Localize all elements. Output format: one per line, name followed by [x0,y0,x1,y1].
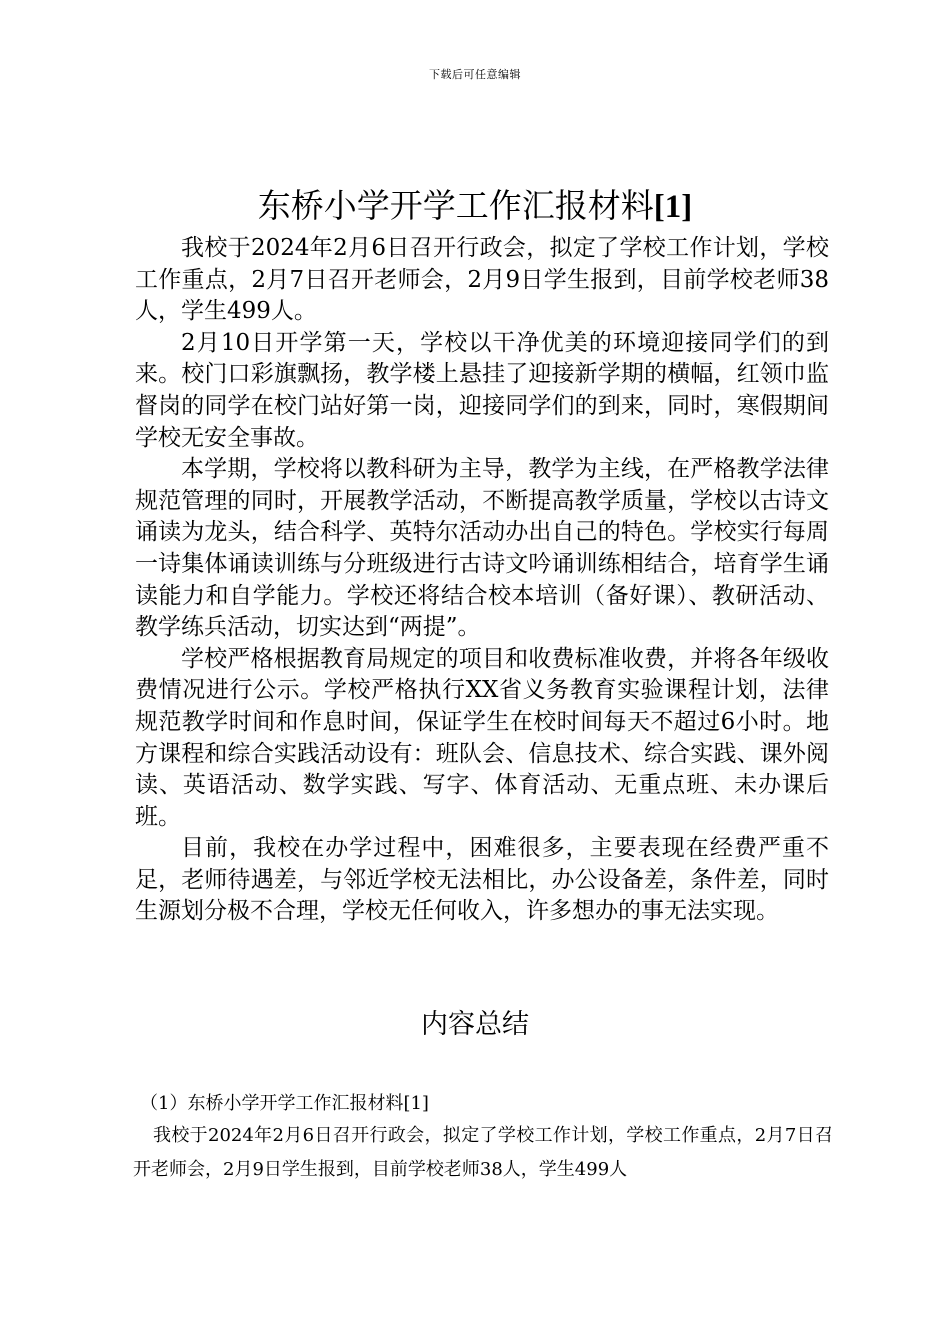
document-title-main: 东桥小学开学工作汇报材料 [257,186,654,225]
document-title [0,184,950,229]
summary-item-title: （1）东桥小学开学工作汇报材料[1] [140,1093,429,1114]
body-paragraph: 学校严格根据教育局规定的项目和收费标准收费，并将各年级收费情况进行公示。学校严格执行XX省义务教育实验课程计划，法律规范教学时间和作息时间，保证学生在校时间每天不超过6小时。地方课程和综合实践活动设有：班队会、信息技术、综合实践、课外阅读、英语活动、数学实践、写字、体育活动、无重点班、未办课后班。 [135,645,829,830]
header-note: 下载后可任意编辑 [429,68,521,81]
body-paragraph: 本学期，学校将以教科研为主导，教学为主线，在严格教学法律规范管理的同时，开展教学活动，不断提高教学质量，学校以古诗文诵读为龙头，结合科学、英特尔活动办出自己的特色。学校实行每周一诗集体诵读训练与分班级进行古诗文吟诵训练相结合，培育学生诵读能力和自学能力。学校还将结合校本培训（备好课）、教研活动、教学练兵活动，切实达到“两提”。 [135,456,829,641]
body-paragraph: 我校于2024年2月6日召开行政会，拟定了学校工作计划，学校工作重点，2月7日召开老师会，2月9日学生报到，目前学校老师38人，学生499人。 [135,235,829,325]
summary-item-body: 我校于2024年2月6日召开行政会，拟定了学校工作计划，学校工作重点，2月7日召开老师会，2月9日学生报到，目前学校老师38人，学生499人 [133,1125,833,1180]
document-title-mark: [1] [653,189,693,225]
body-paragraph: 目前，我校在办学过程中，困难很多，主要表现在经费严重不足，老师待遇差，与邻近学校无法相比，办公设备差，条件差，同时生源划分极不合理，学校无任何收入，许多想办的事无法实现。 [135,835,829,925]
summary-heading: 内容总结 [421,1009,529,1040]
body-paragraph: 2月10日开学第一天，学校以干净优美的环境迎接同学们的到来。校门口彩旗飘扬，教学楼上悬挂了迎接新学期的横幅，红领巾监督岗的同学在校门站好第一岗，迎接同学们的到来，同时，寒假期间学校无安全事故。 [135,329,829,451]
document-body [135,233,829,928]
